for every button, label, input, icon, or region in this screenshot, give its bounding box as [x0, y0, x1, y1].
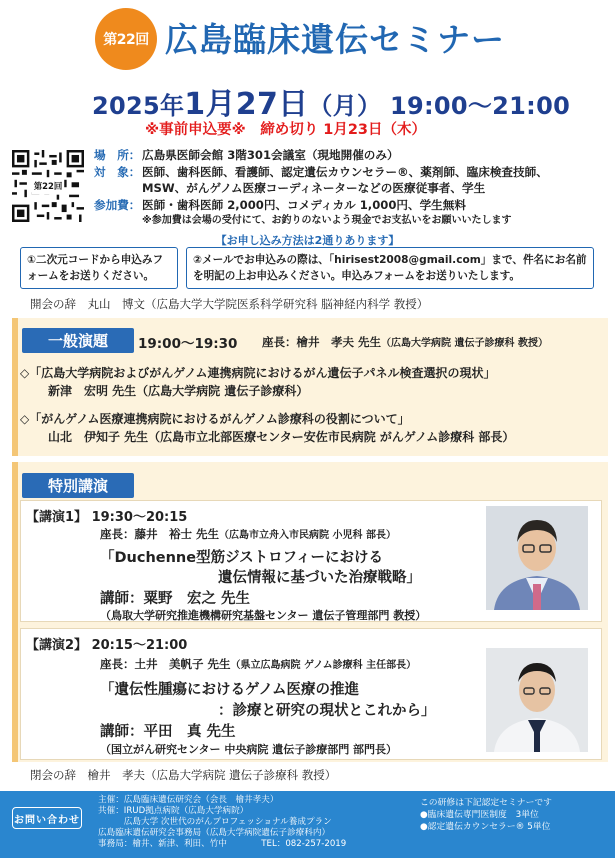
general-session-tag: 一般演題 — [22, 328, 134, 353]
organizer-line: 広島臨床遺伝研究会事務局（広島大学病院遺伝子診療科内） — [98, 828, 331, 838]
certification-line: ●認定遺伝カウンセラー® 5単位 — [420, 822, 551, 832]
lecture-1-heading — [26, 506, 187, 525]
lecture-1-speaker-affiliation: （鳥取大学研究推進機構研究基盤センター 遺伝子管理部門 教授） — [100, 609, 427, 622]
qr-code[interactable] — [12, 150, 84, 222]
lecture-2-heading — [26, 634, 187, 653]
deadline-notice: ※事前申込要※ 締め切り 1月23日（木） — [145, 122, 427, 138]
organizer-line: 広島大学 次世代のがんプロフェッショナル養成プラン — [98, 817, 332, 827]
fee-row — [94, 197, 609, 214]
fee-value: 医師・歯科医師 2,000円、コメディカル 1,000円、学生無料 — [142, 197, 466, 212]
lecture-1-chair — [100, 526, 396, 542]
organizer-line: 事務局：檜井、新津、利田、竹中 TEL：082-257-2019 — [98, 839, 347, 849]
target-row — [94, 164, 609, 181]
inquiry-label: お問い合わせ — [12, 807, 82, 829]
lecture-1-chair-affiliation: （広島市立舟入市民病院 小児科 部長） — [219, 530, 396, 541]
apply-option-qr: ①二次元コードから申込みフォームをお送りください。 — [20, 247, 178, 289]
general-chair-name: 座長：檜井 孝夫 先生 — [262, 335, 382, 349]
venue-row — [94, 147, 609, 164]
general-talk-1-title: ◇「広島大学病院およびがんゲノム連携病院におけるがん遺伝子パネル検査選択の現状」 — [20, 366, 496, 380]
organizer-line: 主催：広島臨床遺伝研究会（会長 檜井孝夫） — [98, 795, 279, 805]
closing-remarks: 閉会の辞 檜井 孝夫（広島大学病院 遺伝子診療科 教授） — [30, 768, 337, 782]
fee-label: 参加費： — [94, 197, 141, 212]
event-info — [94, 147, 609, 230]
lecture-2-chair-name: 座長：土井 美帆子 先生 — [100, 657, 231, 671]
lecture-2-chair — [100, 656, 416, 672]
target-label: 対 象： — [94, 164, 141, 179]
lecture-2-speaker: 講師：平田 真 先生 — [100, 724, 236, 740]
organizer-info — [98, 795, 346, 850]
lecture-1-speaker: 講師：粟野 宏之 先生 — [100, 591, 251, 607]
date-weekday: （月） — [308, 92, 382, 120]
lecture-1-title-line-1: 「Duchenne型筋ジストロフィーにおける — [100, 550, 383, 566]
lecture-1-chair-name: 座長：藤井 裕士 先生 — [100, 527, 220, 541]
lecture-2-speaker-affiliation: （国立がん研究センター 中央病院 遺伝子診療部門 部門長） — [100, 743, 398, 756]
general-session-time: 19:00～19:30 — [138, 336, 238, 352]
general-talk-1-speaker: 新津 宏明 先生（広島大学病院 遺伝子診療科） — [48, 384, 309, 398]
lecture-2-label: 【講演2】 — [26, 638, 88, 653]
lecture-1-label: 【講演1】 — [26, 510, 88, 525]
venue-value: 広島県医師会館 3階301会議室（現地開催のみ） — [142, 148, 399, 162]
date-year: 2025年 — [92, 92, 185, 120]
date-time: 19:00～21:00 — [389, 92, 571, 120]
certification-line: ●臨床遺伝専門医制度 3単位 — [420, 810, 539, 820]
edition-badge: 第22回 — [95, 8, 157, 70]
opening-remarks: 開会の辞 丸山 博文（広島大学大学院医系科学研究科 脳神経内科学 教授） — [30, 297, 429, 311]
general-session-chair — [262, 334, 548, 350]
lecture-1-title-line-2: 遺伝情報に基づいた治療戦略」 — [218, 570, 421, 586]
target-value-2: MSW、がんゲノム医療コーディネーターなどの医療従事者、学生 — [142, 181, 486, 195]
lecture-2-title-line-1: 「遺伝性腫瘍におけるゲノム医療の推進 — [100, 682, 359, 698]
lecture-2-time: 20:15～21:00 — [91, 638, 188, 653]
general-talk-1 — [20, 364, 496, 400]
fee-note: ※参加費は会場の受付にて、お釣りのないよう現金でお支払いをお願いいたします — [142, 215, 512, 226]
apply-option-email: ②メールでお申込みの際は、「hirisest2008@gmail.com」まで、件名にお名前を明記の上お申込みください。申込みフォームをお送りいたします。 — [186, 247, 594, 289]
lecture-1-speaker-photo — [486, 506, 588, 610]
general-talk-2-title: ◇「がんゲノム医療連携病院におけるがんゲノム診療科の役割について」 — [20, 412, 410, 426]
qr-caption: 第22回 — [33, 181, 63, 192]
apply-heading: 【お申し込み方法は2通りあります】 — [215, 234, 400, 247]
special-lecture-tag: 特別講演 — [22, 473, 134, 498]
date-month-day: 1月27日 — [184, 87, 309, 122]
venue-label: 場 所： — [94, 148, 141, 162]
lecture-2-speaker-photo — [486, 648, 588, 752]
event-date — [92, 79, 570, 123]
general-talk-2-speaker: 山北 伊知子 先生（広島市立北部医療センター安佐市民病院 がんゲノム診療科 部長） — [48, 430, 515, 444]
lecture-1-time: 19:30～20:15 — [91, 510, 188, 525]
general-chair-affiliation: （広島大学病院 遺伝子診療科 教授） — [381, 338, 548, 349]
certification-info — [420, 797, 552, 833]
page-title: 広島臨床遺伝セミナー — [165, 20, 505, 59]
footer — [0, 791, 615, 858]
lecture-2-title-line-2: ：診療と研究の現状とこれから」 — [218, 703, 436, 719]
certification-line: この研修は下記認定セミナーです — [420, 798, 552, 808]
general-talk-2 — [20, 410, 514, 446]
organizer-line: 共催：IRUD拠点病院（広島大学病院） — [98, 806, 249, 816]
target-row-2 — [94, 180, 609, 197]
target-value-1: 医師、歯科医師、看護師、認定遺伝カウンセラー®、薬剤師、臨床検査技師、 — [142, 164, 548, 179]
lecture-2-chair-affiliation: （県立広島病院 ゲノム診療科 主任部長） — [230, 660, 417, 671]
